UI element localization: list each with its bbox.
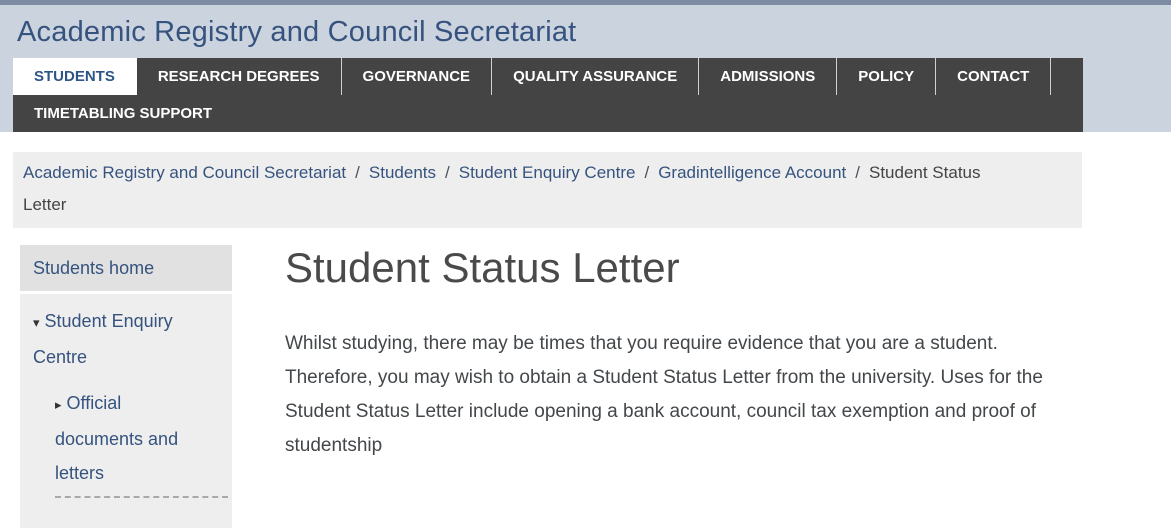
- nav-tab-admissions[interactable]: ADMISSIONS: [699, 58, 837, 95]
- intro-paragraph: Whilst studying, there may be times that you require evidence that you are a student. Therefore, you may wish to obtain a Student Status Letter from the university. Uses for the Student Status Letter include opening a bank account, council tax exemption and proof of studentship: [285, 333, 1043, 456]
- main-content: [285, 245, 1075, 528]
- nav-tab-quality-assurance[interactable]: QUALITY ASSURANCE: [492, 58, 699, 95]
- nav-tab-students[interactable]: STUDENTS: [13, 58, 137, 95]
- nav-tab-research-degrees[interactable]: RESEARCH DEGREES: [137, 58, 342, 95]
- breadcrumb-separator: /: [855, 163, 860, 182]
- chevron-right-icon: ▸: [55, 397, 62, 412]
- breadcrumb: [13, 152, 1082, 228]
- main-nav: [13, 58, 1083, 132]
- sidebar-subitem-label: Official documents and letters: [55, 393, 179, 483]
- breadcrumb-link[interactable]: Gradintelligence Account: [658, 163, 847, 182]
- content-area: [20, 245, 1171, 528]
- sidebar-item-students-home[interactable]: Students home: [20, 245, 232, 291]
- nav-tab-governance[interactable]: GOVERNANCE: [342, 58, 493, 95]
- page-title: Student Status Letter: [285, 244, 680, 291]
- sidebar-item-label: Student Enquiry Centre: [33, 311, 173, 367]
- sidebar-divider: [55, 496, 228, 498]
- nav-tab-contact[interactable]: CONTACT: [936, 58, 1051, 95]
- nav-row-primary: [13, 58, 1083, 95]
- sidebar: [20, 245, 232, 528]
- sidebar-item-student-enquiry-centre[interactable]: [20, 304, 232, 374]
- breadcrumb-link[interactable]: Academic Registry and Council Secretariat: [23, 163, 347, 182]
- nav-tab-policy[interactable]: POLICY: [837, 58, 936, 95]
- breadcrumb-link[interactable]: Student Enquiry Centre: [458, 163, 636, 182]
- sidebar-menu-block: [20, 294, 232, 528]
- nav-row-secondary: [13, 95, 1083, 132]
- sidebar-item-official-documents-and-letters[interactable]: [55, 386, 195, 490]
- site-header: [0, 0, 1171, 132]
- breadcrumb-link[interactable]: Students: [368, 163, 436, 182]
- breadcrumb-separator: /: [355, 163, 360, 182]
- breadcrumb-current: Student Status Letter: [23, 163, 981, 214]
- site-title[interactable]: Academic Registry and Council Secretariat: [17, 16, 577, 48]
- breadcrumb-separator: /: [644, 163, 650, 182]
- chevron-down-icon: ▾: [33, 315, 40, 330]
- nav-tab-timetabling-support[interactable]: TIMETABLING SUPPORT: [34, 105, 213, 122]
- breadcrumb-separator: /: [445, 163, 450, 182]
